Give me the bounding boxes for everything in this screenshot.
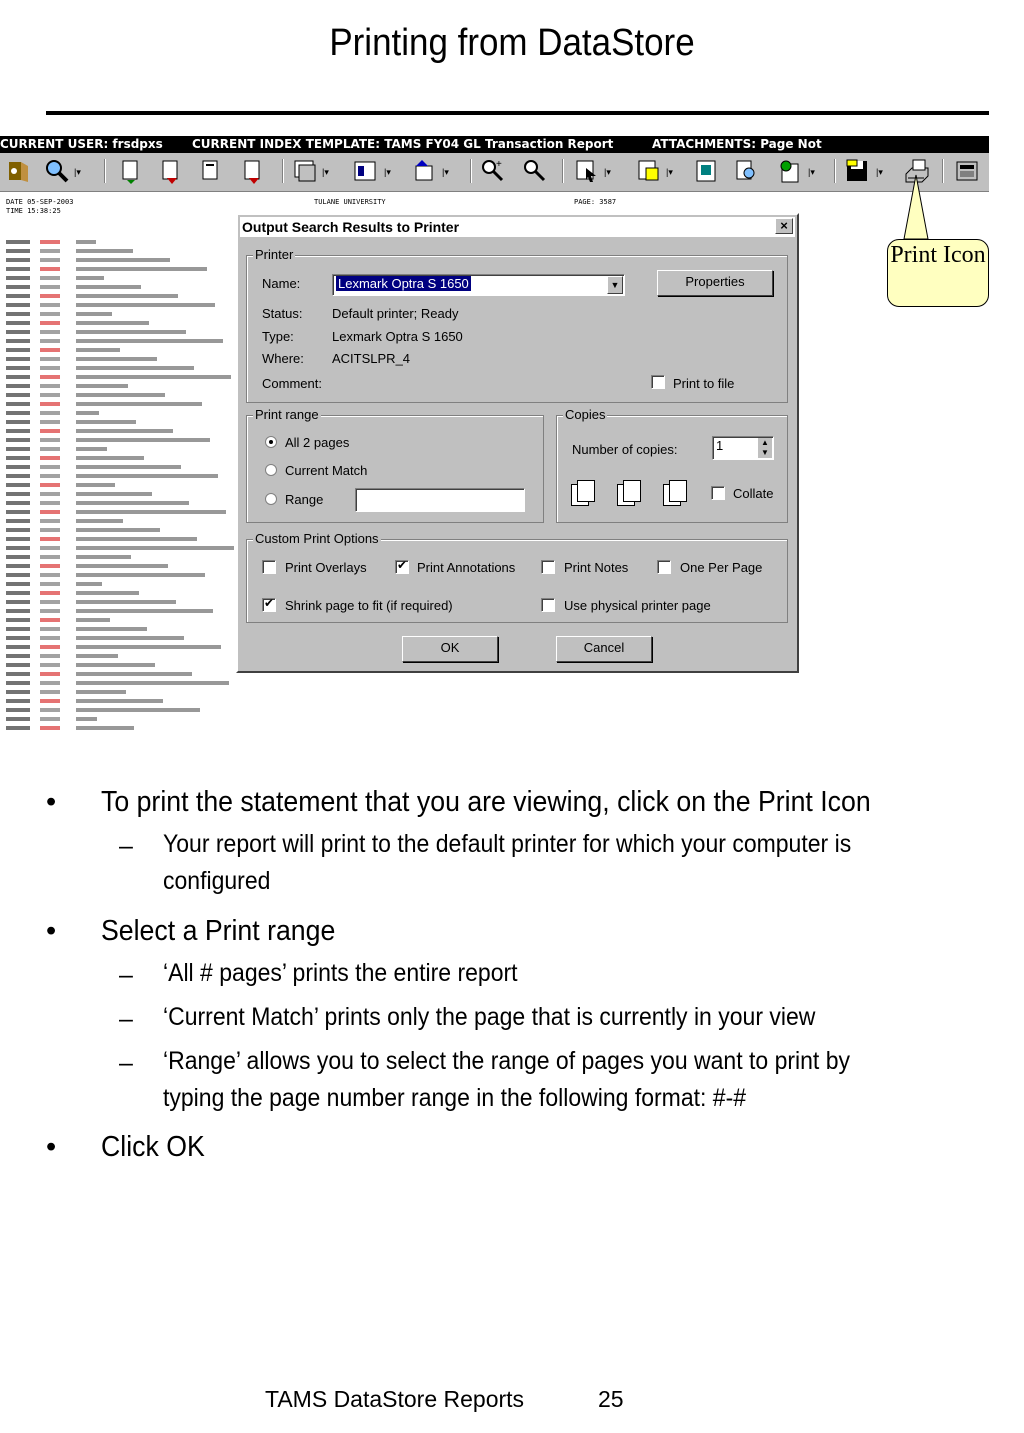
sub-bullet-dash: –: [119, 1049, 133, 1077]
range-range-label: Range: [285, 492, 324, 507]
spinner-icon[interactable]: ▲ ▼: [758, 438, 772, 458]
report-row-placeholder: [6, 555, 234, 559]
report-row-placeholder: [6, 564, 234, 568]
print-icon-callout: Print Icon: [887, 239, 989, 307]
report-row-placeholder: [6, 501, 234, 505]
custom-options-group: [246, 531, 788, 623]
print-notes-label: Print Notes: [564, 560, 629, 575]
callout-pointer: [0, 0, 1024, 320]
svg-text:+: +: [496, 159, 502, 170]
type-value: Lexmark Optra S 1650: [332, 329, 463, 344]
report-row-placeholder: [6, 654, 234, 658]
type-label: Type:: [262, 329, 294, 344]
report-row-placeholder: [6, 348, 234, 352]
report-row-placeholder: [6, 537, 234, 541]
bullet-text: To print the statement that you are viewing, click on the Print Icon: [101, 786, 871, 818]
report-row-placeholder: [6, 663, 234, 667]
current-template: CURRENT INDEX TEMPLATE: TAMS FY04 GL Transaction Report: [192, 137, 614, 151]
save-dropdown-icon[interactable]: |▾: [876, 167, 883, 177]
report-row-placeholder: [6, 609, 234, 613]
range-current-label: Current Match: [285, 463, 368, 478]
report-row-placeholder: [6, 645, 234, 649]
report-row-placeholder: [6, 321, 234, 325]
report-row-placeholder: [6, 546, 234, 550]
report-row-placeholder: [6, 402, 234, 406]
report-time: TIME 15:38:25: [6, 207, 61, 215]
sub-bullet-dash: –: [119, 832, 133, 860]
sub-bullet-dash: –: [119, 1005, 133, 1033]
footer-title: TAMS DataStore Reports: [265, 1386, 525, 1412]
report-row-placeholder: [6, 699, 234, 703]
print-to-file-label: Print to file: [673, 376, 735, 391]
report-row-placeholder: [6, 357, 234, 361]
physical-page-label: Use physical printer page: [564, 598, 711, 613]
report-row-placeholder: [6, 366, 234, 370]
printer-name-value: Lexmark Optra S 1650: [338, 276, 469, 291]
report-row-placeholder: [6, 627, 234, 631]
range-all-radio[interactable]: [265, 436, 277, 448]
report-row-placeholder: [6, 465, 234, 469]
export-dropdown-icon[interactable]: |▾: [808, 167, 815, 177]
report-row-placeholder: [6, 636, 234, 640]
attach-dropdown-icon[interactable]: |▾: [442, 167, 449, 177]
comment-label: Comment:: [262, 376, 322, 391]
view-dropdown-icon[interactable]: |▾: [322, 167, 329, 177]
report-org: TULANE UNIVERSITY: [314, 198, 386, 206]
print-to-file-checkbox[interactable]: [651, 375, 665, 389]
sub-bullet-text: ‘Range’ allows you to select the range of pages you want to print by typing the page number range in the following format: #-#: [163, 1047, 851, 1112]
annotate-dropdown-icon[interactable]: |▾: [666, 167, 673, 177]
print-range-group-label: Print range: [255, 407, 319, 422]
report-row-placeholder: [6, 339, 234, 343]
page-number: 25: [598, 1386, 624, 1412]
print-range-group: [246, 407, 544, 523]
report-row-placeholder: [6, 582, 234, 586]
properties-button[interactable]: Properties: [657, 270, 773, 296]
report-row-placeholder: [6, 429, 234, 433]
report-row-placeholder: [6, 447, 234, 451]
sub-bullet-text: ‘Current Match’ prints only the page that is currently in your view: [163, 1003, 816, 1031]
report-row-placeholder: [6, 375, 234, 379]
attachments-status: ATTACHMENTS: Page Not: [652, 137, 822, 151]
bullet-text: Select a Print range: [101, 915, 336, 947]
bullet-dot: •: [46, 1131, 57, 1163]
sub-bullet-text: Your report will print to the default printer for which your computer is configured: [163, 830, 852, 895]
copies-value: 1: [716, 438, 724, 453]
range-range-radio[interactable]: [265, 493, 277, 505]
shrink-page-label: Shrink page to fit (if required): [285, 598, 453, 613]
status-label: Status:: [262, 306, 303, 321]
chevron-down-icon[interactable]: ▼: [607, 276, 623, 294]
range-all-label: All 2 pages: [285, 435, 350, 450]
report-row-placeholder: [6, 384, 234, 388]
report-row-placeholder: [6, 510, 234, 514]
print-notes-checkbox[interactable]: [541, 560, 555, 574]
report-row-placeholder: [6, 411, 234, 415]
slide-title: Printing from DataStore: [329, 22, 695, 64]
report-row-placeholder: [6, 483, 234, 487]
report-row-placeholder: [6, 528, 234, 532]
copies-label: Number of copies:: [572, 442, 678, 457]
collate-label: Collate: [733, 486, 774, 501]
copies-input[interactable]: [712, 436, 774, 460]
bullet-dot: •: [46, 915, 57, 947]
report-row-placeholder: [6, 456, 234, 460]
report-row-placeholder: [6, 420, 234, 424]
cancel-button[interactable]: Cancel: [556, 636, 652, 662]
copies-group: [556, 407, 788, 523]
bullet-dot: •: [46, 786, 57, 818]
where-label: Where:: [262, 351, 304, 366]
dialog-title: Output Search Results to Printer: [240, 217, 795, 237]
print-overlays-label: Print Overlays: [285, 560, 367, 575]
report-row-placeholder: [6, 690, 234, 694]
report-row-placeholder: [6, 573, 234, 577]
collate-checkbox[interactable]: [711, 486, 725, 500]
select-dropdown-icon[interactable]: |▾: [604, 167, 611, 177]
report-row-placeholder: [6, 492, 234, 496]
one-per-page-label: One Per Page: [680, 560, 763, 575]
status-value: Default printer; Ready: [332, 306, 459, 321]
report-row-placeholder: [6, 717, 234, 721]
report-row-placeholder: [6, 519, 234, 523]
close-icon[interactable]: ×: [775, 218, 793, 234]
sub-bullet-text: ‘All # pages’ prints the entire report: [163, 959, 518, 987]
report-row-placeholder: [6, 618, 234, 622]
range-input[interactable]: [355, 488, 525, 512]
printer-group-label: Printer: [255, 247, 294, 262]
current-user: CURRENT USER: frsdpxs: [0, 137, 163, 151]
report-row-placeholder: [6, 726, 234, 730]
print-annotations-label: Print Annotations: [417, 560, 516, 575]
copies-group-label: Copies: [565, 407, 606, 422]
shrink-page-checkbox[interactable]: [262, 598, 276, 612]
custom-options-label: Custom Print Options: [255, 531, 379, 546]
print-annotations-checkbox[interactable]: [395, 560, 409, 574]
report-row-placeholder: [6, 474, 234, 478]
report-row-placeholder: [6, 438, 234, 442]
print-overlays-checkbox[interactable]: [262, 560, 276, 574]
report-row-placeholder: [6, 393, 234, 397]
report-row-placeholder: [6, 681, 234, 685]
report-date: DATE 05-SEP-2003: [6, 198, 74, 206]
sub-bullet-dash: –: [119, 961, 133, 989]
search-dropdown-icon[interactable]: |▾: [74, 167, 81, 177]
bullet-text: Click OK: [101, 1131, 205, 1163]
report-row-placeholder: [6, 591, 234, 595]
index-dropdown-icon[interactable]: |▾: [384, 167, 391, 177]
physical-page-checkbox[interactable]: [541, 598, 555, 612]
report-row-placeholder: [6, 672, 234, 676]
report-page: PAGE: 3587: [574, 198, 617, 206]
ok-button[interactable]: OK: [402, 636, 498, 662]
report-row-placeholder: [6, 330, 234, 334]
report-row-placeholder: [6, 708, 234, 712]
name-label: Name:: [262, 276, 301, 291]
one-per-page-checkbox[interactable]: [657, 560, 671, 574]
where-value: ACITSLPR_4: [332, 351, 411, 366]
range-current-radio[interactable]: [265, 464, 277, 476]
report-row-placeholder: [6, 600, 234, 604]
